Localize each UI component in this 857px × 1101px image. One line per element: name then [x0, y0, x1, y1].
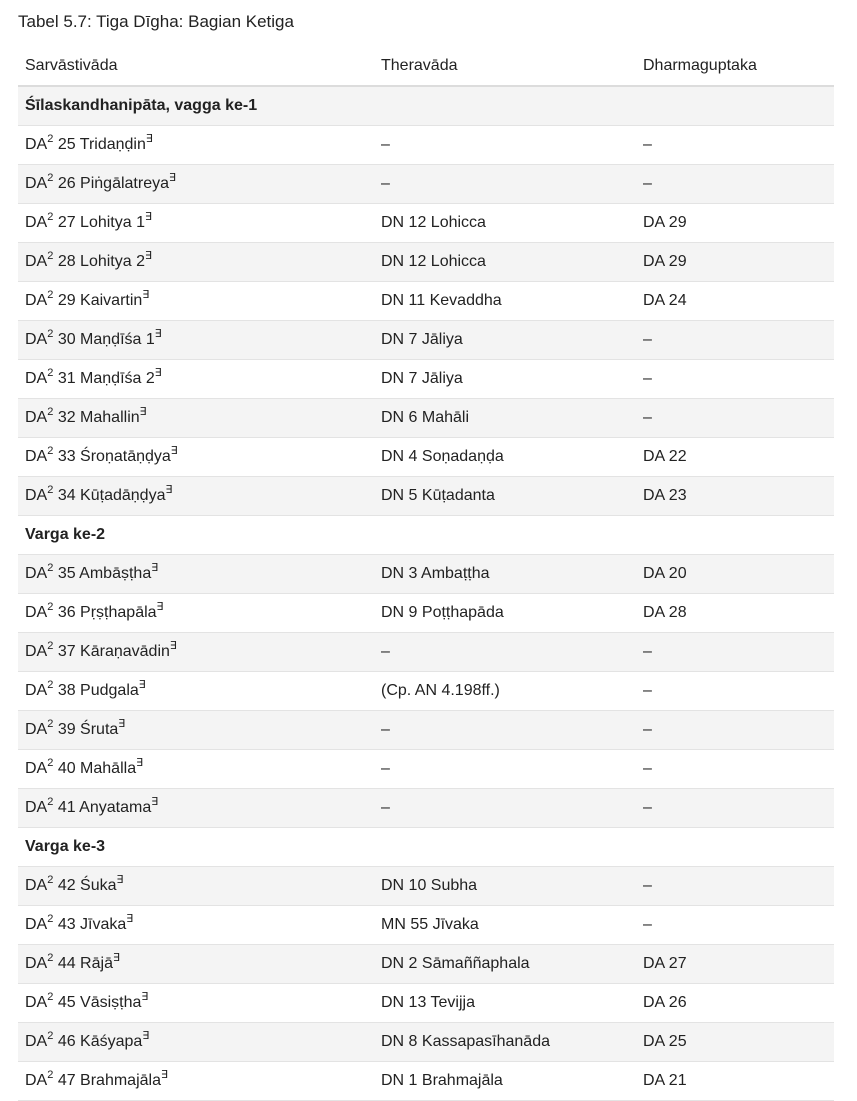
table-row	[18, 594, 834, 633]
existence-mark: ∃	[141, 990, 149, 1003]
existence-mark: ∃	[169, 171, 176, 184]
dharmaguptaka-cell: –	[636, 633, 834, 672]
theravada-cell: DN 3 Ambaṭṭha	[374, 555, 636, 594]
theravada-cell: DN 13 Tevijja	[374, 984, 636, 1023]
existence-mark: ∃	[139, 405, 147, 418]
theravada-cell: –	[374, 633, 636, 672]
table-row	[18, 672, 834, 711]
collection-superscript: 2	[47, 951, 54, 964]
dharmaguptaka-cell: –	[636, 711, 834, 750]
sarvastivada-cell	[18, 945, 374, 984]
sutra-name: 31 Maṇḍīśa 2	[57, 370, 155, 387]
existence-mark: ∃	[118, 717, 126, 730]
collection-superscript: 2	[47, 756, 54, 769]
sutra-collection-id: DA	[25, 1072, 48, 1089]
collection-superscript: 2	[47, 249, 54, 262]
sutra-collection-id: DA	[25, 331, 48, 348]
sutra-name: 38 Pudgala	[57, 682, 139, 699]
collection-superscript: 2	[47, 678, 54, 691]
existence-mark: ∃	[170, 444, 178, 457]
sutra-name: 28 Lohitya 2	[57, 253, 145, 270]
theravada-cell: –	[374, 789, 636, 828]
collection-superscript: 2	[47, 795, 54, 808]
table-row	[18, 126, 834, 165]
table-row	[18, 399, 834, 438]
existence-mark: ∃	[169, 639, 177, 652]
sutra-collection-id: DA	[25, 877, 48, 894]
dharmaguptaka-cell: –	[636, 399, 834, 438]
dharmaguptaka-cell: DA 28	[636, 594, 834, 633]
sutra-collection-id: DA	[25, 370, 48, 387]
sutra-name: 42 Śuka	[57, 877, 117, 894]
collection-superscript: 2	[47, 366, 54, 379]
group-heading: Varga ke-3	[18, 828, 834, 867]
collection-superscript: 2	[47, 873, 54, 886]
column-header-theravada: Theravāda	[374, 47, 636, 86]
theravada-cell: DN 10 Subha	[374, 867, 636, 906]
collection-superscript: 2	[47, 288, 54, 301]
existence-mark: ∃	[154, 366, 162, 379]
sutra-name: 35 Ambāṣṭha	[57, 565, 152, 582]
collection-superscript: 2	[47, 132, 54, 145]
table-row	[18, 945, 834, 984]
theravada-cell: –	[374, 126, 636, 165]
column-header-sarvastivada: Sarvāstivāda	[18, 47, 374, 86]
group-heading: Varga ke-2	[18, 516, 834, 555]
sutra-name: 39 Śruta	[57, 721, 119, 738]
sutra-collection-id: DA	[25, 487, 48, 504]
sarvastivada-cell	[18, 750, 374, 789]
sutra-collection-id: DA	[25, 565, 48, 582]
sutra-name: 26 Piṅgālatreya	[57, 175, 169, 192]
collection-superscript: 2	[47, 444, 54, 457]
sutra-collection-id: DA	[25, 448, 48, 465]
dharmaguptaka-cell: –	[636, 789, 834, 828]
sarvastivada-cell	[18, 1062, 374, 1101]
dharmaguptaka-cell: –	[636, 750, 834, 789]
dharmaguptaka-cell: DA 29	[636, 243, 834, 282]
dharmaguptaka-cell: DA 23	[636, 477, 834, 516]
sutra-collection-id: DA	[25, 721, 48, 738]
dharmaguptaka-cell: DA 22	[636, 438, 834, 477]
collection-superscript: 2	[47, 717, 54, 730]
table-row	[18, 321, 834, 360]
dharmaguptaka-cell: –	[636, 126, 834, 165]
dharmaguptaka-cell: DA 20	[636, 555, 834, 594]
dharmaguptaka-cell: –	[636, 360, 834, 399]
table-row	[18, 633, 834, 672]
sarvastivada-cell	[18, 126, 374, 165]
sarvastivada-cell	[18, 555, 374, 594]
sarvastivada-cell	[18, 399, 374, 438]
sarvastivada-cell	[18, 906, 374, 945]
table-group-row	[18, 86, 834, 126]
theravada-cell: DN 1 Brahmajāla	[374, 1062, 636, 1101]
theravada-cell: DN 12 Lohicca	[374, 204, 636, 243]
existence-mark: ∃	[136, 756, 144, 769]
sutra-name: 44 Rājā	[57, 955, 113, 972]
sutra-name: 27 Lohitya 1	[57, 214, 145, 231]
collection-superscript: 2	[47, 600, 54, 613]
existence-mark: ∃	[165, 483, 173, 496]
table-header-row	[18, 47, 834, 86]
table-row	[18, 867, 834, 906]
sarvastivada-cell	[18, 633, 374, 672]
dharmaguptaka-cell: DA 24	[636, 282, 834, 321]
theravada-cell: (Cp. AN 4.198ff.)	[374, 672, 636, 711]
table-row	[18, 555, 834, 594]
dharmaguptaka-cell: DA 26	[636, 984, 834, 1023]
theravada-cell: DN 8 Kassapasīhanāda	[374, 1023, 636, 1062]
existence-mark: ∃	[151, 795, 159, 808]
sarvastivada-cell	[18, 165, 374, 204]
existence-mark: ∃	[160, 1068, 168, 1081]
table-row	[18, 360, 834, 399]
sutra-name: 33 Śroṇatāṇḍya	[57, 448, 171, 465]
sutra-collection-id: DA	[25, 175, 48, 192]
parallels-table	[18, 47, 834, 1101]
sarvastivada-cell	[18, 243, 374, 282]
existence-mark: ∃	[145, 210, 152, 223]
theravada-cell: DN 5 Kūṭadanta	[374, 477, 636, 516]
existence-mark: ∃	[145, 249, 152, 262]
table-body	[18, 86, 834, 1101]
theravada-cell: DN 4 Soṇadaṇḍa	[374, 438, 636, 477]
sutra-collection-id: DA	[25, 214, 48, 231]
table-row	[18, 984, 834, 1023]
sutra-name: 40 Mahālla	[57, 760, 137, 777]
table-caption: Tabel 5.7: Tiga Dīgha: Bagian Ketiga	[18, 12, 294, 31]
collection-superscript: 2	[47, 171, 54, 184]
collection-superscript: 2	[47, 210, 54, 223]
theravada-cell: DN 9 Poṭṭhapāda	[374, 594, 636, 633]
sarvastivada-cell	[18, 984, 374, 1023]
collection-superscript: 2	[47, 912, 54, 925]
table-row	[18, 282, 834, 321]
dharmaguptaka-cell: DA 27	[636, 945, 834, 984]
sutra-collection-id: DA	[25, 253, 48, 270]
collection-superscript: 2	[47, 405, 54, 418]
sutra-collection-id: DA	[25, 1033, 48, 1050]
table-group-row	[18, 516, 834, 555]
sutra-name: 45 Vāsiṣṭha	[57, 994, 142, 1011]
theravada-cell: –	[374, 711, 636, 750]
sutra-name: 29 Kaivartin	[57, 292, 143, 309]
sutra-name: 41 Anyatama	[57, 799, 152, 816]
collection-superscript: 2	[47, 1068, 54, 1081]
table-row	[18, 438, 834, 477]
theravada-cell: DN 12 Lohicca	[374, 243, 636, 282]
existence-mark: ∃	[154, 327, 162, 340]
dharmaguptaka-cell: –	[636, 165, 834, 204]
existence-mark: ∃	[138, 678, 146, 691]
sutra-collection-id: DA	[25, 604, 48, 621]
sarvastivada-cell	[18, 477, 374, 516]
table-row	[18, 204, 834, 243]
theravada-cell: DN 7 Jāliya	[374, 321, 636, 360]
dharmaguptaka-cell: DA 25	[636, 1023, 834, 1062]
sutra-name: 34 Kūṭadāṇḍya	[57, 487, 166, 504]
collection-superscript: 2	[47, 483, 54, 496]
sutra-name: 25 Tridaṇḍin	[57, 136, 146, 153]
table-row	[18, 750, 834, 789]
sutra-name: 47 Brahmajāla	[57, 1072, 161, 1089]
column-header-dharmaguptaka: Dharmaguptaka	[636, 47, 834, 86]
table-group-row	[18, 828, 834, 867]
sarvastivada-cell	[18, 1023, 374, 1062]
table-row	[18, 1062, 834, 1101]
sutra-name: 37 Kāraṇavādin	[57, 643, 170, 660]
collection-superscript: 2	[47, 1029, 54, 1042]
collection-superscript: 2	[47, 561, 54, 574]
sarvastivada-cell	[18, 360, 374, 399]
sutra-collection-id: DA	[25, 136, 48, 153]
group-heading: Śīlaskandhanipāta, vagga ke-1	[18, 86, 834, 126]
theravada-cell: DN 2 Sāmaññaphala	[374, 945, 636, 984]
dharmaguptaka-cell: –	[636, 672, 834, 711]
collection-superscript: 2	[47, 990, 54, 1003]
sutra-collection-id: DA	[25, 760, 48, 777]
existence-mark: ∃	[142, 288, 150, 301]
table-row	[18, 1023, 834, 1062]
sarvastivada-cell	[18, 321, 374, 360]
theravada-cell: DN 11 Kevaddha	[374, 282, 636, 321]
sutra-name: 46 Kāśyapa	[57, 1033, 143, 1050]
table-row	[18, 789, 834, 828]
sarvastivada-cell	[18, 711, 374, 750]
sarvastivada-cell	[18, 594, 374, 633]
sutra-collection-id: DA	[25, 799, 48, 816]
collection-superscript: 2	[47, 639, 54, 652]
sarvastivada-cell	[18, 867, 374, 906]
existence-mark: ∃	[142, 1029, 150, 1042]
sarvastivada-cell	[18, 789, 374, 828]
sutra-collection-id: DA	[25, 994, 48, 1011]
sutra-collection-id: DA	[25, 955, 48, 972]
table-row	[18, 165, 834, 204]
dharmaguptaka-cell: –	[636, 867, 834, 906]
theravada-cell: –	[374, 165, 636, 204]
table-row	[18, 477, 834, 516]
existence-mark: ∃	[151, 561, 159, 574]
existence-mark: ∃	[112, 951, 120, 964]
theravada-cell: MN 55 Jīvaka	[374, 906, 636, 945]
sarvastivada-cell	[18, 282, 374, 321]
table-row	[18, 906, 834, 945]
existence-mark: ∃	[126, 912, 134, 925]
sarvastivada-cell	[18, 438, 374, 477]
sutra-name: 32 Mahallin	[57, 409, 140, 426]
sutra-name: 43 Jīvaka	[57, 916, 127, 933]
sutra-collection-id: DA	[25, 916, 48, 933]
sutra-collection-id: DA	[25, 682, 48, 699]
theravada-cell: DN 7 Jāliya	[374, 360, 636, 399]
existence-mark: ∃	[156, 600, 164, 613]
theravada-cell: DN 6 Mahāli	[374, 399, 636, 438]
sutra-name: 30 Maṇḍīśa 1	[57, 331, 155, 348]
theravada-cell: –	[374, 750, 636, 789]
collection-superscript: 2	[47, 327, 54, 340]
existence-mark: ∃	[145, 132, 153, 145]
table-row	[18, 243, 834, 282]
sutra-collection-id: DA	[25, 292, 48, 309]
dharmaguptaka-cell: –	[636, 321, 834, 360]
sarvastivada-cell	[18, 204, 374, 243]
dharmaguptaka-cell: DA 29	[636, 204, 834, 243]
sarvastivada-cell	[18, 672, 374, 711]
dharmaguptaka-cell: DA 21	[636, 1062, 834, 1101]
sutra-collection-id: DA	[25, 409, 48, 426]
sutra-name: 36 Pṛṣṭhapāla	[57, 604, 157, 621]
sutra-collection-id: DA	[25, 643, 48, 660]
table-row	[18, 711, 834, 750]
existence-mark: ∃	[116, 873, 124, 886]
dharmaguptaka-cell: –	[636, 906, 834, 945]
